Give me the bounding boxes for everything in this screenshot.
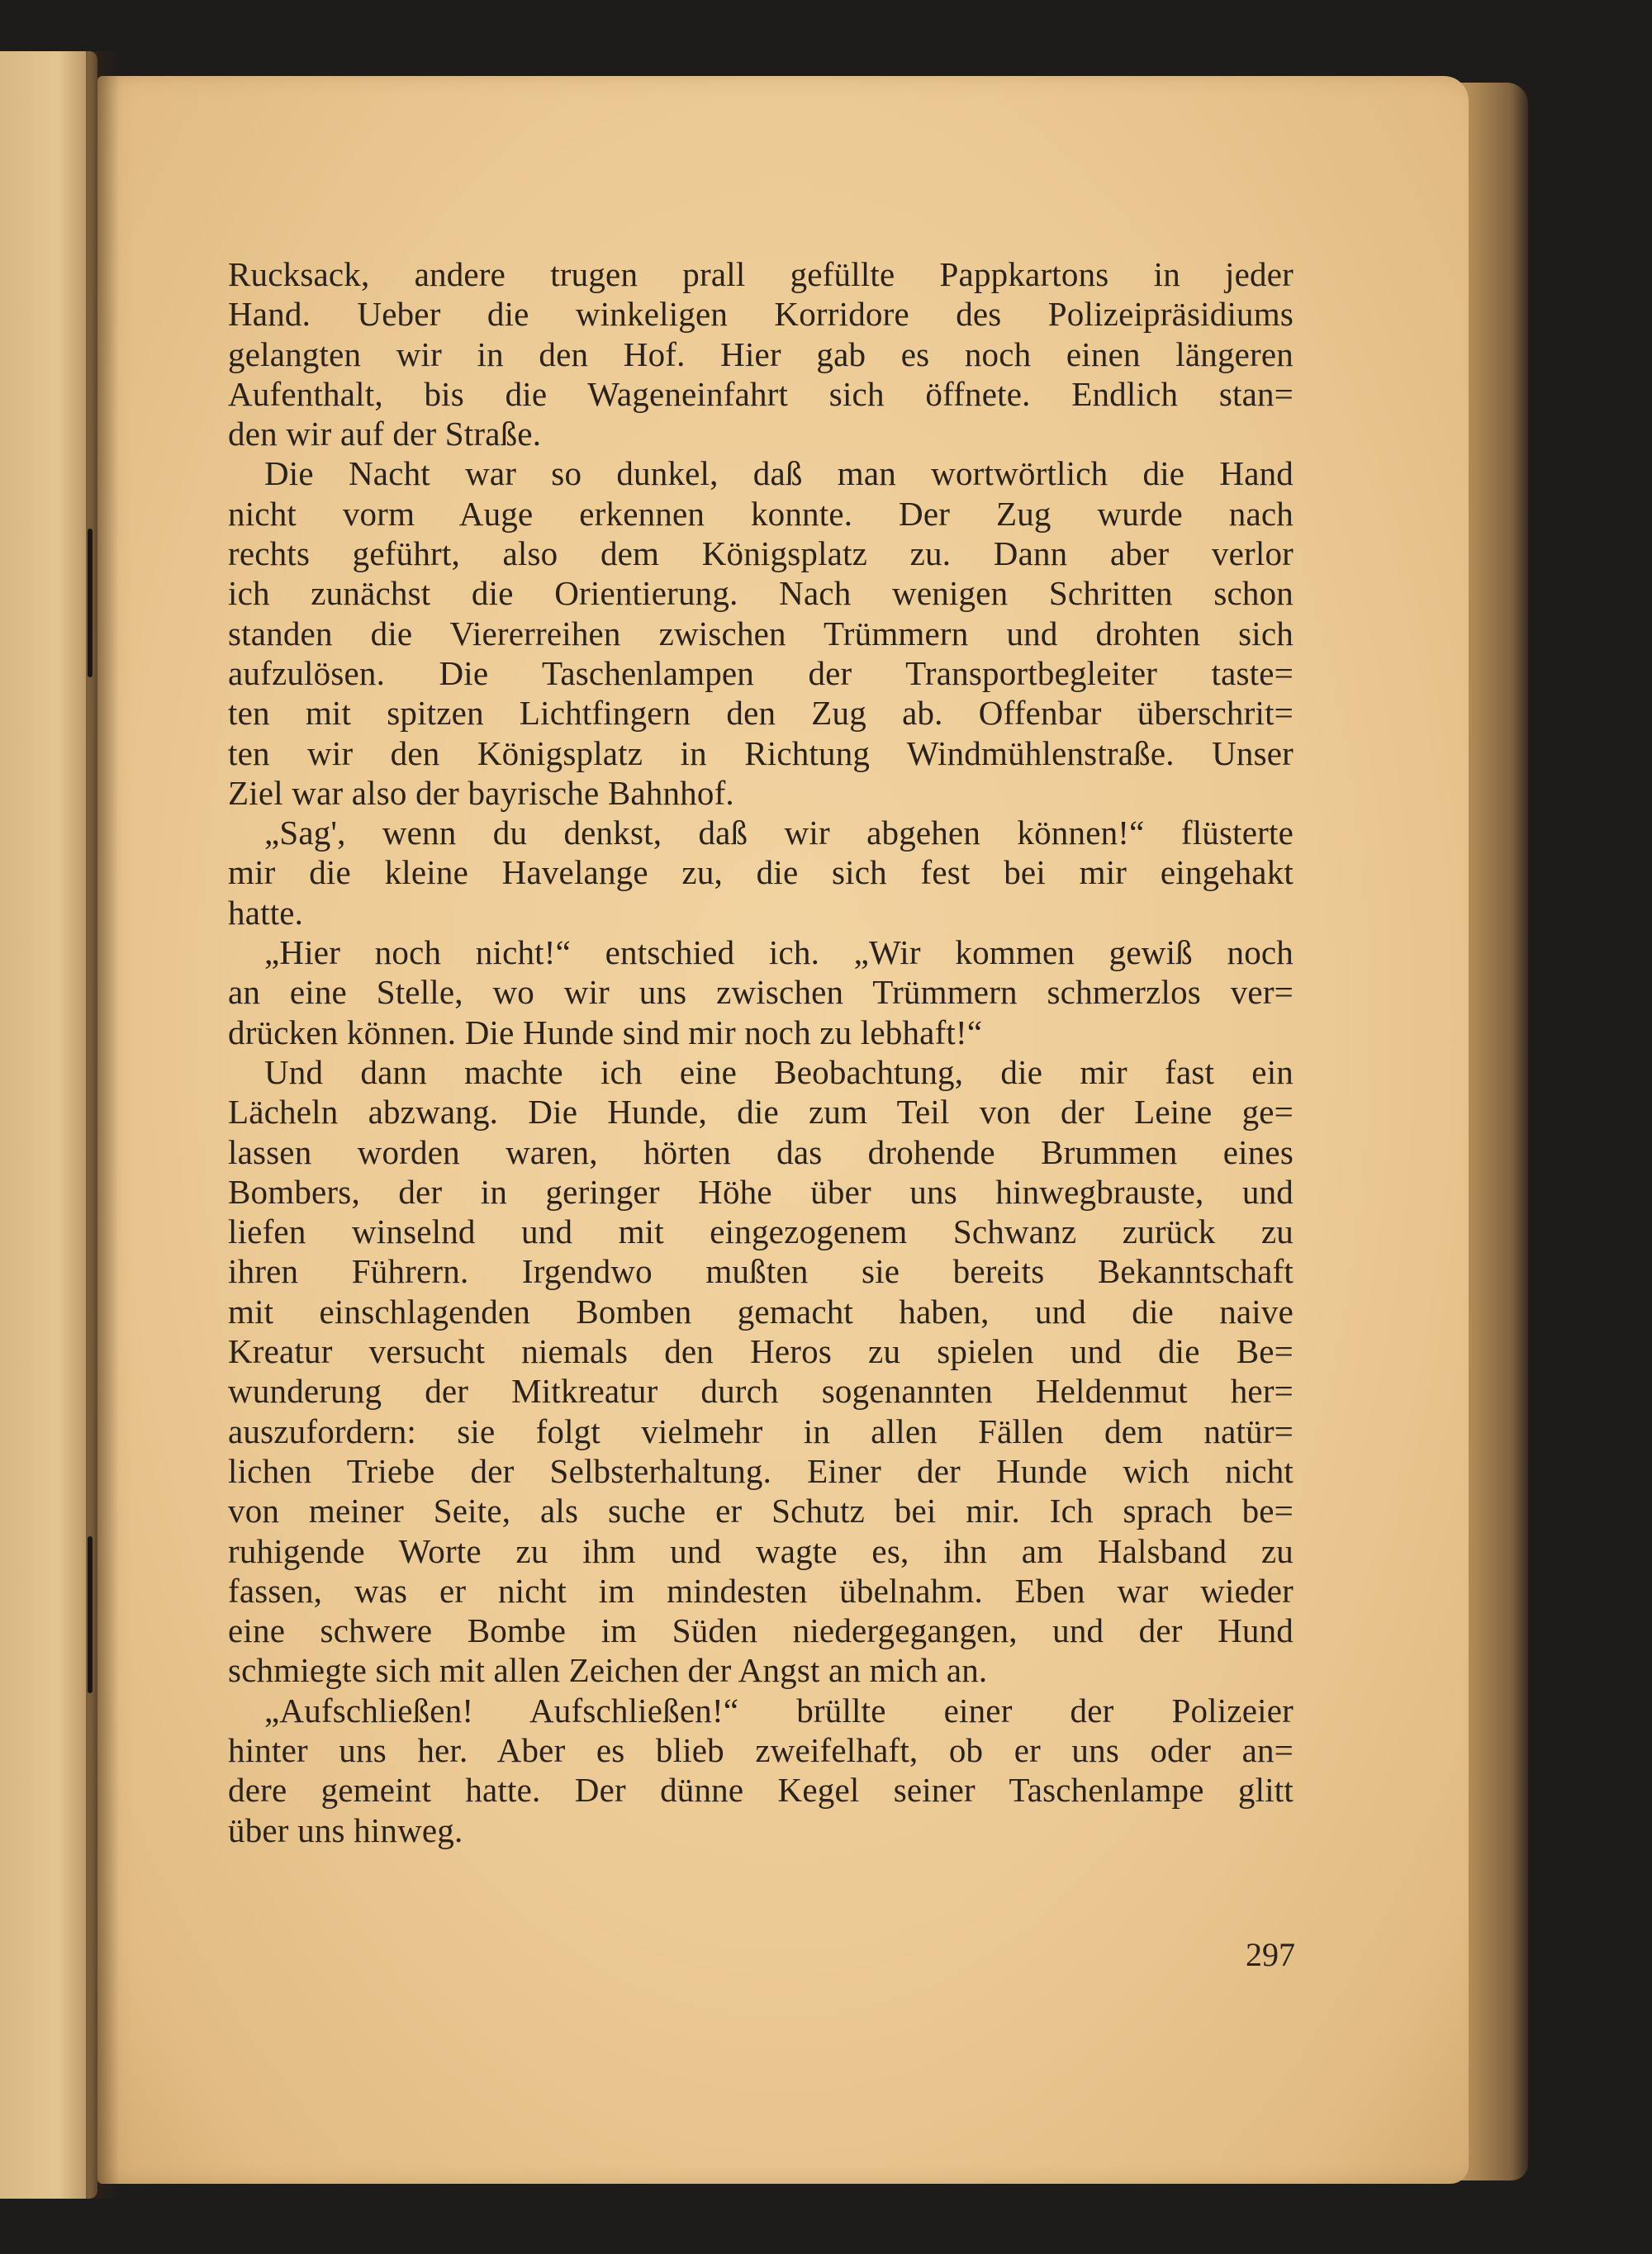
text-line: Rucksack, andere trugen prall gefüllte Pappkartons in jeder bbox=[228, 255, 1294, 293]
text-line: mit einschlagenden Bomben gemacht haben, und die naive bbox=[228, 1292, 1294, 1331]
text-line: schmiegte sich mit allen Zeichen der Angst an mich an. bbox=[228, 1651, 988, 1690]
text-line: fassen, was er nicht im mindesten übelnahm. Eben war wieder bbox=[228, 1571, 1294, 1610]
text-line: Aufenthalt, bis die Wageneinfahrt sich öffnete. Endlich stan= bbox=[228, 374, 1294, 413]
paragraph bbox=[228, 1691, 1294, 1850]
text-line: den wir auf der Straße. bbox=[228, 415, 542, 453]
text-line: ihren Führern. Irgendwo mußten sie bereits Bekanntschaft bbox=[228, 1252, 1294, 1291]
text-line: ten mit spitzen Lichtfingern den Zug ab. Offenbar überschrit= bbox=[228, 694, 1294, 733]
paragraph bbox=[228, 932, 1294, 1052]
page-number: 297 bbox=[1246, 1936, 1295, 1973]
text-line: ruhigende Worte zu ihm und wagte es, ihn am Halsband zu bbox=[228, 1531, 1294, 1570]
paragraph bbox=[228, 453, 1294, 813]
text-line: von meiner Seite, als suche er Schutz bei mir. Ich sprach be= bbox=[228, 1492, 1294, 1530]
text-line: rechts geführt, also dem Königsplatz zu. Dann aber verlor bbox=[228, 534, 1294, 573]
text-line: Ziel war also der bayrische Bahnhof. bbox=[228, 773, 734, 812]
text-line: standen die Viererreihen zwischen Trümmern und drohten sich bbox=[228, 614, 1294, 652]
text-line: gelangten wir in den Hof. Hier gab es noch einen längeren bbox=[228, 335, 1294, 373]
text-line: hinter uns her. Aber es blieb zweifelhaft, ob er uns oder an= bbox=[228, 1730, 1294, 1769]
text-line: mir die kleine Havelange zu, die sich fest bei mir eingehakt bbox=[228, 853, 1294, 892]
text-line: Bombers, der in geringer Höhe über uns hinwegbrauste, und bbox=[228, 1172, 1294, 1211]
text-line: Hand. Ueber die winkeligen Korridore des Polizeipräsidiums bbox=[228, 295, 1294, 334]
text-line: Die Nacht war so dunkel, daß man wortwörtlich die Hand bbox=[264, 454, 1294, 493]
staple-top bbox=[88, 529, 93, 677]
text-line: wunderung der Mitkreatur durch sogenannten Heldenmut her= bbox=[228, 1372, 1294, 1411]
text-line: „Aufschließen! Aufschließen!“ brüllte einer der Polizeier bbox=[264, 1691, 1294, 1730]
text-line: aufzulösen. Die Taschenlampen der Transportbegleiter taste= bbox=[228, 653, 1294, 692]
text-line: über uns hinweg. bbox=[228, 1810, 463, 1849]
text-line: nicht vorm Auge erkennen konnte. Der Zug wurde nach bbox=[228, 494, 1294, 533]
text-line: Lächeln abzwang. Die Hunde, die zum Teil von der Leine ge= bbox=[228, 1093, 1294, 1132]
text-line: ich zunächst die Orientierung. Nach wenigen Schritten schon bbox=[228, 574, 1294, 613]
text-line: liefen winselnd und mit eingezogenem Schwanz zurück zu bbox=[228, 1212, 1294, 1251]
text-line: Und dann machte ich eine Beobachtung, die mir fast ein bbox=[264, 1052, 1294, 1091]
body-text bbox=[228, 254, 1294, 1850]
text-line: ten wir den Königsplatz in Richtung Windmühlenstraße. Unser bbox=[228, 733, 1294, 772]
paragraph bbox=[228, 254, 1294, 453]
paragraph bbox=[228, 1052, 1294, 1691]
text-line: Kreatur versucht niemals den Heros zu spielen und die Be= bbox=[228, 1332, 1294, 1371]
text-line: lichen Triebe der Selbsterhaltung. Einer der Hunde wich nicht bbox=[228, 1451, 1294, 1490]
text-line: „Hier noch nicht!“ entschied ich. „Wir kommen gewiß noch bbox=[264, 933, 1294, 972]
text-line: „Sag', wenn du denkst, daß wir abgehen können!“ flüsterte bbox=[264, 814, 1294, 852]
text-line: dere gemeint hatte. Der dünne Kegel seiner Taschenlampe glitt bbox=[228, 1771, 1294, 1810]
paragraph bbox=[228, 813, 1294, 932]
text-line: drücken können. Die Hunde sind mir noch zu lebhaft!“ bbox=[228, 1013, 983, 1051]
text-line: auszufordern: sie folgt vielmehr in allen Fällen dem natür= bbox=[228, 1412, 1294, 1450]
gutter-shadow bbox=[86, 51, 119, 2199]
text-line: lassen worden waren, hörten das drohende Brummen eines bbox=[228, 1132, 1294, 1171]
staple-bottom bbox=[88, 1536, 93, 1693]
text-line: hatte. bbox=[228, 893, 304, 932]
left-page-edge bbox=[0, 51, 97, 2199]
text-line: an eine Stelle, wo wir uns zwischen Trümmern schmerzlos ver= bbox=[228, 973, 1294, 1012]
text-line: eine schwere Bombe im Süden niedergegangen, und der Hund bbox=[228, 1611, 1294, 1650]
